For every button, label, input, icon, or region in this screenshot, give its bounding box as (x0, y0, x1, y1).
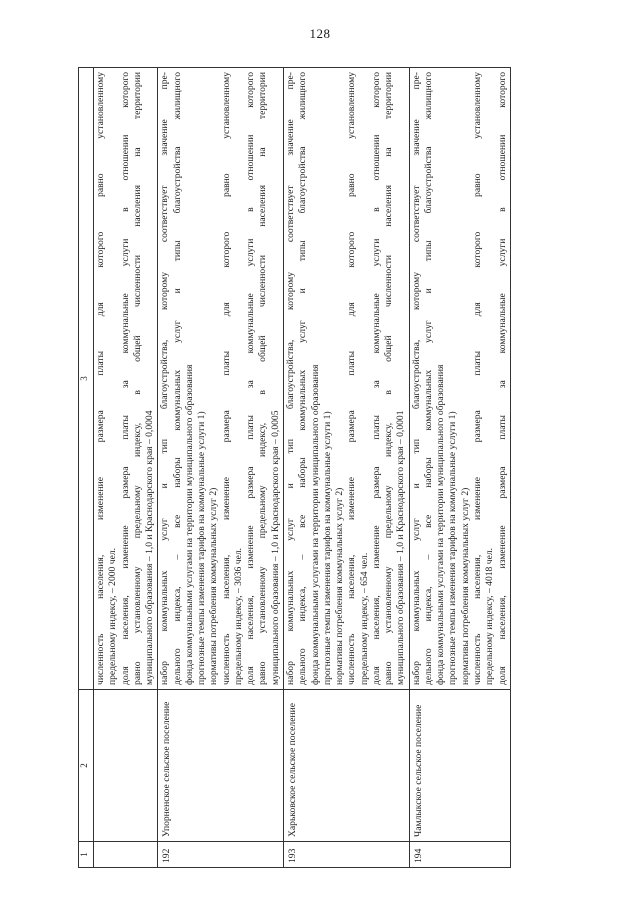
table-row (158, 68, 284, 868)
rotated-table-page (78, 68, 574, 868)
detail-line: фонда коммунальными услугами на территории муниципального образования (309, 364, 321, 685)
row-details (409, 68, 510, 690)
continuation-row (94, 68, 158, 868)
header-col-1: 1 (79, 842, 94, 868)
detail-line: нормативы потребления коммунальных услуг 2) (334, 487, 346, 685)
row-number: 192 (158, 842, 284, 868)
detail-line: численность населения, изменение размера платы для которого равно установленному (346, 72, 358, 685)
detail-line: дельного индекса, – все наборы коммунальных услуг и типы благоустройства жилищного (171, 72, 183, 685)
detail-line: доля населения, изменение размера платы за коммунальные услуги в отношении которого (370, 72, 382, 685)
detail-line: фонда коммунальными услугами на территории муниципального образования (183, 364, 195, 685)
settlement-name: Упорненское сельское поселение (158, 690, 284, 842)
detail-line: доля населения, изменение размера платы за коммунальные услуги в отношении которого (496, 72, 508, 685)
detail-line: равно установленному предельному индексу, в общей численности населения на территории (383, 72, 395, 685)
settlement-name: Чамлыкское сельское поселение (409, 690, 510, 842)
detail-line: прогнозные темпы изменения тарифов на коммунальные услуги 1) (321, 411, 333, 685)
header-row (79, 68, 94, 868)
detail-line: фонда коммунальными услугами на территории муниципального образования (435, 364, 447, 685)
detail-line: численность населения, изменение размера платы для которого равно установленному (471, 72, 483, 685)
detail-line: доля населения, изменение размера платы за коммунальные услуги в отношении которого (245, 72, 257, 685)
table-row (283, 68, 409, 868)
detail-line: численность населения, изменение размера платы для которого равно установленному (220, 72, 232, 685)
detail-line: муниципального образования – 1,0 и Краснодарского края – 0,0005 (269, 410, 281, 685)
detail-line: предельному индексу, – 654 чел. (358, 552, 370, 685)
header-col-3: 3 (79, 68, 94, 690)
detail-line: нормативы потребления коммунальных услуг 2) (208, 487, 220, 685)
detail-line: прогнозные темпы изменения тарифов на коммунальные услуги 1) (196, 411, 208, 685)
detail-line: доля населения, изменение размера платы за коммунальные услуги в отношении которого (119, 72, 131, 685)
table-row (409, 68, 510, 868)
settlement-name: Харьковское сельское поселение (283, 690, 409, 842)
detail-line: равно установленному предельному индексу, в общей численности населения на территории (257, 72, 269, 685)
detail-line: муниципального образования – 1,0 и Краснодарского края – 0,0001 (395, 410, 407, 685)
row-details (158, 68, 284, 690)
detail-line: нормативы потребления коммунальных услуг 2) (459, 487, 471, 685)
row-number: 194 (409, 842, 510, 868)
row-details (283, 68, 409, 690)
detail-line: предельному индексу, – 3036 чел. (232, 547, 244, 685)
detail-line: муниципального образования – 1,0 и Краснодарского края – 0,0004 (144, 410, 156, 685)
row-number: 193 (283, 842, 409, 868)
row-details (94, 68, 158, 690)
detail-line: численность населения, изменение размера платы для которого равно установленному (95, 72, 106, 685)
detail-line: набор коммунальных услуг и тип благоустройства, которому соответствует значение пре- (159, 72, 171, 685)
settlement-name (94, 690, 158, 842)
row-number (94, 842, 158, 868)
detail-line: равно установленному предельному индексу, в общей численности населения на территории (131, 72, 143, 685)
detail-line: предельному индексу, – 2000 чел. (107, 547, 119, 685)
page-number: 128 (309, 26, 331, 41)
detail-line: дельного индекса, – все наборы коммунальных услуг и типы благоустройства жилищного (422, 72, 434, 685)
detail-line: набор коммунальных услуг и тип благоустройства, которому соответствует значение пре- (284, 72, 296, 685)
header-col-2: 2 (79, 690, 94, 842)
detail-line: прогнозные темпы изменения тарифов на коммунальные услуги 1) (447, 411, 459, 685)
detail-line: предельному индексу, – 4018 чел. (484, 547, 496, 685)
detail-line: дельного индекса, – все наборы коммунальных услуг и типы благоустройства жилищного (297, 72, 309, 685)
municipal-table (78, 67, 511, 868)
detail-line: набор коммунальных услуг и тип благоустройства, которому соответствует значение пре- (410, 72, 422, 685)
